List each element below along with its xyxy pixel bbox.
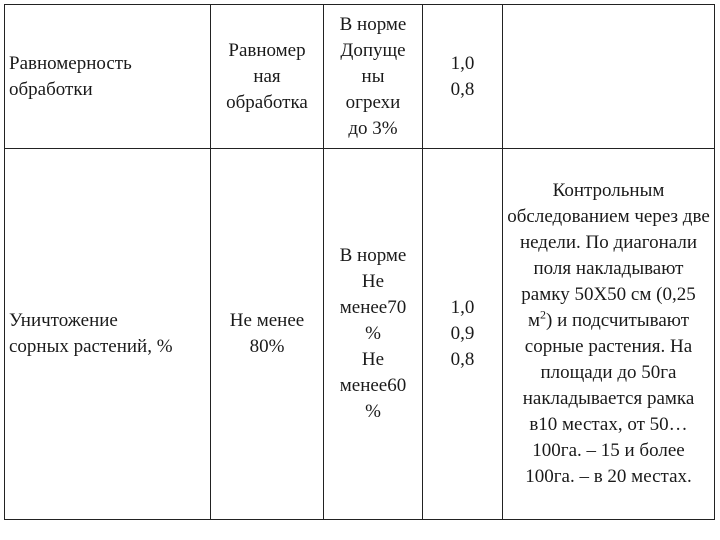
control-method-cell bbox=[503, 5, 715, 149]
standard-text: Не менее 80% bbox=[229, 310, 305, 357]
coefficient-cell bbox=[423, 5, 503, 149]
control-method-part-1: Контрольным обследованием через две недели. По диагонали поля накладывают рамку 50Х50 см (0,25 м bbox=[507, 180, 710, 331]
assessment-text: В норме Не менее70 % Не менее60 % bbox=[339, 245, 407, 422]
superscript-two: 2 bbox=[540, 307, 546, 322]
indicator-cell bbox=[5, 149, 211, 520]
control-method-cell bbox=[503, 149, 715, 520]
control-method-part-2: ) и подсчитывают сорные растения. На площади до 50га накладывается рамка в10 местах, от 50…100га. – 15 и более 100га. – в 20 местах. bbox=[522, 310, 695, 487]
table-row bbox=[5, 149, 715, 520]
assessment-text: В норме Допуще ны огрехи до 3% bbox=[339, 13, 407, 139]
standard-cell bbox=[211, 149, 324, 520]
standard-cell bbox=[211, 5, 324, 149]
control-method-text bbox=[507, 178, 710, 490]
indicator-text: Равномерность обработки bbox=[9, 52, 132, 100]
assessment-cell bbox=[324, 5, 423, 149]
indicator-cell bbox=[5, 5, 211, 149]
table-row bbox=[5, 5, 715, 149]
quality-assessment-table bbox=[4, 4, 715, 520]
standard-text: Равномер ная обработка bbox=[226, 39, 308, 113]
assessment-cell bbox=[324, 149, 423, 520]
coefficient-cell bbox=[423, 149, 503, 520]
coefficient-text: 1,0 0,8 bbox=[450, 52, 475, 100]
indicator-text: Уничтожение сорных растений, % bbox=[9, 310, 173, 357]
coefficient-text: 1,0 0,9 0,8 bbox=[450, 297, 475, 370]
